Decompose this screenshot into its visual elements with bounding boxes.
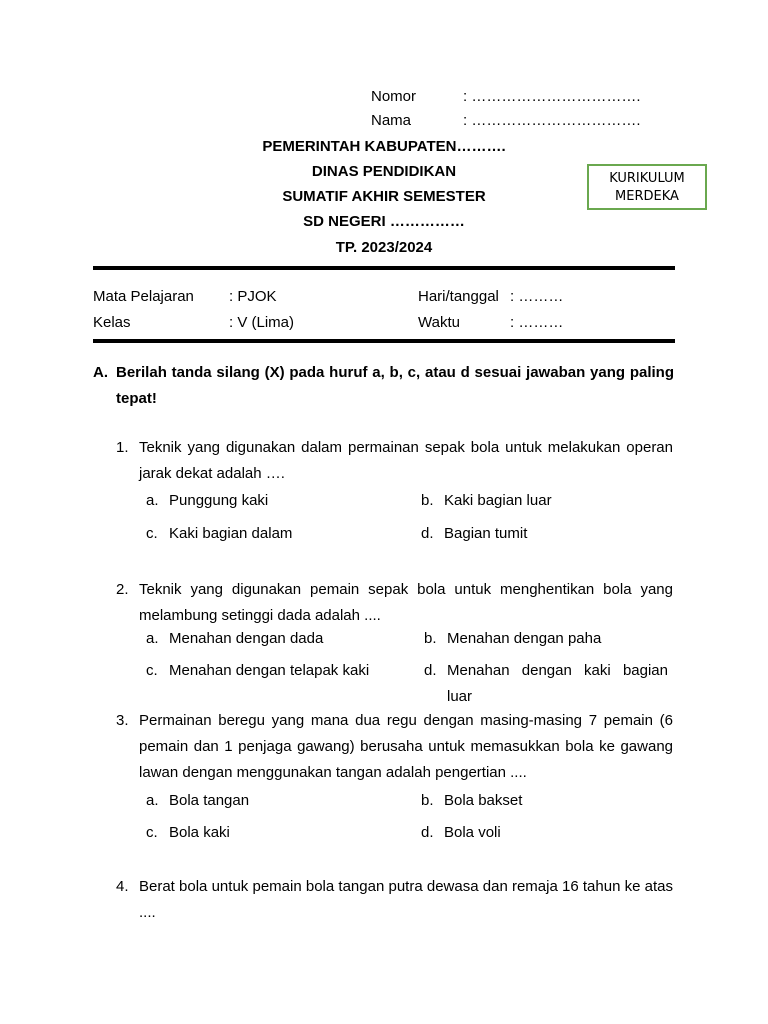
header-school: SD NEGERI ……………	[303, 213, 465, 230]
header-school-year: TP. 2023/2024	[335, 239, 433, 256]
question-number: 2.	[116, 581, 129, 598]
badge-line-1: KURIKULUM	[609, 171, 685, 186]
nama-label: Nama	[371, 112, 412, 129]
option-text: Bola voli	[444, 824, 501, 841]
option-text: Kaki bagian luar	[444, 492, 552, 509]
time-label: Waktu	[418, 314, 460, 331]
option-letter: a.	[146, 792, 159, 809]
question-text: Teknik yang digunakan dalam permainan sepak bola untuk melakukan operan jarak dekat adalah ….	[139, 439, 673, 482]
option-letter: c.	[146, 662, 158, 679]
class-label: Kelas	[93, 314, 131, 331]
class-value: : V (Lima)	[229, 314, 295, 331]
option-text: Bola tangan	[169, 792, 250, 809]
badge-line-2: MERDEKA	[615, 189, 679, 204]
option-letter: d.	[424, 662, 437, 679]
date-value: : ………	[510, 288, 564, 305]
option-letter: c.	[146, 525, 158, 542]
option-letter: d.	[421, 824, 434, 841]
option-letter: a.	[146, 630, 159, 647]
header-exam-title: SUMATIF AKHIR SEMESTER	[282, 188, 486, 205]
section-letter: A.	[93, 364, 108, 381]
option-text: Bagian tumit	[444, 525, 528, 542]
date-label: Hari/tanggal	[418, 288, 499, 305]
question-number: 3.	[116, 712, 129, 729]
time-value: : ………	[510, 314, 564, 331]
option-text: Bola kaki	[169, 824, 230, 841]
nomor-value: : …………………………….	[463, 88, 641, 105]
top-rule	[93, 266, 675, 270]
option-letter: b.	[421, 492, 434, 509]
option-text: Menahan dengan telapak kaki	[169, 662, 370, 679]
subject-label: Mata Pelajaran	[93, 288, 194, 305]
curriculum-badge	[587, 164, 707, 210]
option-text: Bola bakset	[444, 792, 523, 809]
option-text: Punggung kaki	[169, 492, 269, 509]
question-number: 4.	[116, 878, 129, 895]
nomor-label: Nomor	[371, 88, 417, 105]
header-department: DINAS PENDIDIKAN	[311, 163, 457, 180]
bottom-rule	[93, 339, 675, 343]
question-text: Teknik yang digunakan pemain sepak bola untuk menghentikan bola yang melambung setinggi dada adalah ....	[139, 581, 673, 624]
option-letter: d.	[421, 525, 434, 542]
option-letter: a.	[146, 492, 159, 509]
option-letter: b.	[421, 792, 434, 809]
option-text: Menahan dengan paha	[447, 630, 602, 647]
question-number: 1.	[116, 439, 129, 456]
question-text: Berat bola untuk pemain bola tangan putra dewasa dan remaja 16 tahun ke atas ....	[139, 878, 673, 921]
option-text: Kaki bagian dalam	[169, 525, 293, 542]
option-text: Menahan dengan dada	[169, 630, 324, 647]
subject-value: : PJOK	[229, 288, 277, 305]
option-letter: b.	[424, 630, 437, 647]
option-letter: c.	[146, 824, 158, 841]
nama-value: : …………………………….	[463, 112, 641, 129]
header-government: PEMERINTAH KABUPATEN……….	[262, 138, 506, 155]
question-text: Permainan beregu yang mana dua regu dengan masing-masing 7 pemain (6 pemain dan 1 penjaga gawang) berusaha untuk memasukkan bola ke gawang lawan dengan menggunakan tangan adalah pengertian ....	[139, 712, 673, 781]
option-text: Menahan dengan kaki bagian luar	[447, 662, 668, 705]
section-instruction: Berilah tanda silang (X) pada huruf a, b, c, atau d sesuai jawaban yang paling tepat!	[116, 364, 674, 407]
